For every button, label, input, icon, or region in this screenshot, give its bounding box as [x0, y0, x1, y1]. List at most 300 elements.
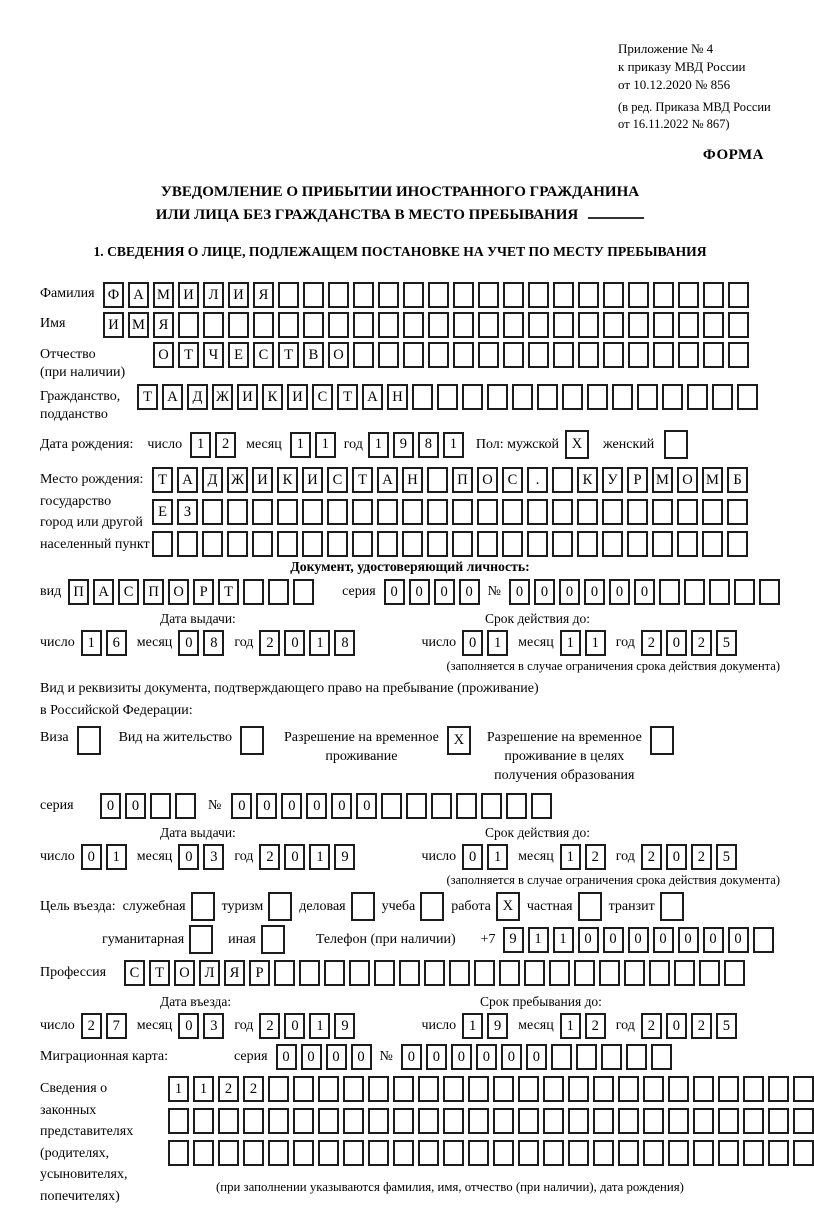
char-box[interactable]: [277, 531, 298, 557]
char-box[interactable]: 2: [691, 1013, 712, 1039]
char-box[interactable]: [618, 1140, 639, 1166]
char-box[interactable]: И: [237, 384, 258, 410]
char-box[interactable]: [353, 282, 374, 308]
char-box[interactable]: [687, 384, 708, 410]
char-box[interactable]: [527, 531, 548, 557]
char-box[interactable]: [601, 1044, 622, 1070]
char-box[interactable]: [552, 531, 573, 557]
char-box[interactable]: [343, 1140, 364, 1166]
char-box[interactable]: Ж: [227, 467, 248, 493]
char-box[interactable]: [418, 1140, 439, 1166]
char-box[interactable]: 0: [401, 1044, 422, 1070]
char-box[interactable]: [702, 499, 723, 525]
res-issue-month[interactable]: [178, 844, 224, 870]
char-box[interactable]: [424, 960, 445, 986]
char-box[interactable]: [202, 499, 223, 525]
char-box[interactable]: Ф: [103, 282, 124, 308]
char-box[interactable]: [481, 793, 502, 819]
char-box[interactable]: 0: [100, 793, 121, 819]
char-box[interactable]: [628, 312, 649, 338]
char-box[interactable]: Т: [218, 579, 239, 605]
char-box[interactable]: 8: [203, 630, 224, 656]
char-box[interactable]: 1: [190, 432, 211, 458]
char-box[interactable]: 0: [284, 630, 305, 656]
char-box[interactable]: 5: [716, 844, 737, 870]
doc-valid-month[interactable]: [560, 630, 606, 656]
char-box[interactable]: [268, 1076, 289, 1102]
char-box[interactable]: [268, 579, 289, 605]
doc-issue-month[interactable]: [178, 630, 224, 656]
char-box[interactable]: 1: [487, 844, 508, 870]
char-box[interactable]: [553, 342, 574, 368]
char-box[interactable]: [453, 342, 474, 368]
char-box[interactable]: [378, 282, 399, 308]
char-box[interactable]: [524, 960, 545, 986]
char-box[interactable]: Л: [203, 282, 224, 308]
char-box[interactable]: А: [93, 579, 114, 605]
char-box[interactable]: У: [602, 467, 623, 493]
char-box[interactable]: [352, 499, 373, 525]
char-box[interactable]: [602, 531, 623, 557]
char-box[interactable]: Н: [402, 467, 423, 493]
char-box[interactable]: [662, 384, 683, 410]
doc-valid-year[interactable]: [641, 630, 737, 656]
char-box[interactable]: [653, 342, 674, 368]
char-box[interactable]: М: [153, 282, 174, 308]
char-box[interactable]: [712, 384, 733, 410]
char-box[interactable]: [734, 579, 755, 605]
char-box[interactable]: Ч: [203, 342, 224, 368]
char-box[interactable]: X: [496, 892, 520, 921]
profession-boxes[interactable]: [124, 960, 745, 986]
char-box[interactable]: [528, 282, 549, 308]
char-box[interactable]: 1: [106, 844, 127, 870]
char-box[interactable]: [637, 384, 658, 410]
char-box[interactable]: [653, 282, 674, 308]
citizenship-boxes[interactable]: [137, 384, 758, 410]
char-box[interactable]: 0: [284, 844, 305, 870]
char-box[interactable]: 5: [716, 1013, 737, 1039]
char-box[interactable]: Я: [253, 282, 274, 308]
char-box[interactable]: [328, 312, 349, 338]
birth-place-boxes-row1[interactable]: [152, 467, 748, 493]
char-box[interactable]: А: [162, 384, 183, 410]
char-box[interactable]: 0: [603, 927, 624, 953]
char-box[interactable]: 2: [259, 1013, 280, 1039]
char-box[interactable]: [243, 579, 264, 605]
char-box[interactable]: [652, 499, 673, 525]
char-box[interactable]: [252, 499, 273, 525]
char-box[interactable]: X: [565, 430, 589, 459]
char-box[interactable]: [378, 342, 399, 368]
char-box[interactable]: X: [447, 726, 471, 755]
char-box[interactable]: [493, 1076, 514, 1102]
char-box[interactable]: [728, 282, 749, 308]
char-box[interactable]: [403, 282, 424, 308]
char-box[interactable]: [677, 499, 698, 525]
char-box[interactable]: [343, 1108, 364, 1134]
char-box[interactable]: [428, 282, 449, 308]
char-box[interactable]: [418, 1108, 439, 1134]
char-box[interactable]: [353, 312, 374, 338]
char-box[interactable]: [503, 342, 524, 368]
char-box[interactable]: [603, 312, 624, 338]
char-box[interactable]: [302, 531, 323, 557]
guardians-boxes-row2[interactable]: [168, 1108, 814, 1134]
char-box[interactable]: [651, 1044, 672, 1070]
char-box[interactable]: [693, 1076, 714, 1102]
char-box[interactable]: 0: [666, 630, 687, 656]
char-box[interactable]: [268, 892, 292, 921]
char-box[interactable]: [293, 1140, 314, 1166]
birth-month-boxes[interactable]: [290, 432, 336, 458]
char-box[interactable]: 0: [653, 927, 674, 953]
char-box[interactable]: [418, 1076, 439, 1102]
char-box[interactable]: [543, 1140, 564, 1166]
sex-male-checkbox[interactable]: [565, 430, 589, 459]
char-box[interactable]: [427, 499, 448, 525]
char-box[interactable]: [202, 531, 223, 557]
char-box[interactable]: 0: [178, 1013, 199, 1039]
char-box[interactable]: [674, 960, 695, 986]
char-box[interactable]: М: [702, 467, 723, 493]
char-box[interactable]: Я: [153, 312, 174, 338]
char-box[interactable]: С: [327, 467, 348, 493]
char-box[interactable]: [150, 793, 171, 819]
char-box[interactable]: [177, 531, 198, 557]
char-box[interactable]: Т: [137, 384, 158, 410]
char-box[interactable]: [718, 1140, 739, 1166]
char-box[interactable]: [627, 531, 648, 557]
char-box[interactable]: 0: [125, 793, 146, 819]
char-box[interactable]: [643, 1140, 664, 1166]
visa-checkbox[interactable]: [77, 726, 101, 755]
char-box[interactable]: [537, 384, 558, 410]
char-box[interactable]: 0: [678, 927, 699, 953]
char-box[interactable]: 0: [666, 844, 687, 870]
char-box[interactable]: Е: [152, 499, 173, 525]
char-box[interactable]: 0: [534, 579, 555, 605]
char-box[interactable]: [403, 312, 424, 338]
char-box[interactable]: [462, 384, 483, 410]
char-box[interactable]: [703, 342, 724, 368]
char-box[interactable]: [627, 499, 648, 525]
char-box[interactable]: 9: [393, 432, 414, 458]
char-box[interactable]: [527, 499, 548, 525]
char-box[interactable]: [576, 1044, 597, 1070]
stay-day[interactable]: [462, 1013, 508, 1039]
char-box[interactable]: 1: [487, 630, 508, 656]
char-box[interactable]: И: [287, 384, 308, 410]
char-box[interactable]: 0: [426, 1044, 447, 1070]
char-box[interactable]: 0: [666, 1013, 687, 1039]
char-box[interactable]: [374, 960, 395, 986]
char-box[interactable]: [191, 892, 215, 921]
char-box[interactable]: [602, 499, 623, 525]
char-box[interactable]: [652, 531, 673, 557]
phone-boxes[interactable]: [503, 927, 774, 953]
char-box[interactable]: А: [362, 384, 383, 410]
char-box[interactable]: Б: [727, 467, 748, 493]
char-box[interactable]: [768, 1076, 789, 1102]
char-box[interactable]: Т: [278, 342, 299, 368]
char-box[interactable]: [478, 342, 499, 368]
char-box[interactable]: 2: [691, 630, 712, 656]
char-box[interactable]: 2: [259, 630, 280, 656]
char-box[interactable]: 1: [368, 432, 389, 458]
char-box[interactable]: 0: [451, 1044, 472, 1070]
char-box[interactable]: 0: [578, 927, 599, 953]
entry-month[interactable]: [178, 1013, 224, 1039]
char-box[interactable]: [452, 531, 473, 557]
char-box[interactable]: [562, 384, 583, 410]
char-box[interactable]: [678, 282, 699, 308]
char-box[interactable]: [443, 1140, 464, 1166]
char-box[interactable]: М: [128, 312, 149, 338]
char-box[interactable]: [503, 282, 524, 308]
char-box[interactable]: [593, 1076, 614, 1102]
char-box[interactable]: [664, 430, 688, 459]
char-box[interactable]: 2: [641, 844, 662, 870]
char-box[interactable]: [743, 1140, 764, 1166]
char-box[interactable]: 0: [501, 1044, 522, 1070]
char-box[interactable]: А: [128, 282, 149, 308]
char-box[interactable]: 1: [81, 630, 102, 656]
char-box[interactable]: 1: [309, 844, 330, 870]
char-box[interactable]: [456, 793, 477, 819]
char-box[interactable]: 0: [356, 793, 377, 819]
char-box[interactable]: О: [477, 467, 498, 493]
char-box[interactable]: О: [328, 342, 349, 368]
char-box[interactable]: 0: [526, 1044, 547, 1070]
char-box[interactable]: [477, 499, 498, 525]
char-box[interactable]: [328, 282, 349, 308]
char-box[interactable]: [302, 499, 323, 525]
char-box[interactable]: [277, 499, 298, 525]
char-box[interactable]: 1: [553, 927, 574, 953]
char-box[interactable]: Р: [627, 467, 648, 493]
char-box[interactable]: Д: [187, 384, 208, 410]
char-box[interactable]: [702, 531, 723, 557]
char-box[interactable]: [293, 579, 314, 605]
char-box[interactable]: П: [68, 579, 89, 605]
char-box[interactable]: И: [302, 467, 323, 493]
char-box[interactable]: [243, 1108, 264, 1134]
char-box[interactable]: [324, 960, 345, 986]
char-box[interactable]: [603, 282, 624, 308]
char-box[interactable]: К: [577, 467, 598, 493]
char-box[interactable]: [402, 499, 423, 525]
char-box[interactable]: [227, 531, 248, 557]
char-box[interactable]: 0: [256, 793, 277, 819]
migration-number-boxes[interactable]: [401, 1044, 672, 1070]
char-box[interactable]: С: [253, 342, 274, 368]
char-box[interactable]: [278, 312, 299, 338]
char-box[interactable]: [759, 579, 780, 605]
char-box[interactable]: 1: [560, 630, 581, 656]
char-box[interactable]: С: [118, 579, 139, 605]
char-box[interactable]: 1: [560, 1013, 581, 1039]
char-box[interactable]: [531, 793, 552, 819]
char-box[interactable]: [477, 531, 498, 557]
char-box[interactable]: [543, 1076, 564, 1102]
char-box[interactable]: 1: [585, 630, 606, 656]
char-box[interactable]: [793, 1076, 814, 1102]
char-box[interactable]: Т: [337, 384, 358, 410]
char-box[interactable]: [293, 1108, 314, 1134]
char-box[interactable]: [727, 499, 748, 525]
char-box[interactable]: [453, 312, 474, 338]
char-box[interactable]: 0: [728, 927, 749, 953]
char-box[interactable]: [743, 1076, 764, 1102]
char-box[interactable]: 2: [585, 844, 606, 870]
char-box[interactable]: 3: [203, 844, 224, 870]
char-box[interactable]: [343, 1076, 364, 1102]
char-box[interactable]: 6: [106, 630, 127, 656]
char-box[interactable]: [549, 960, 570, 986]
char-box[interactable]: В: [303, 342, 324, 368]
char-box[interactable]: 2: [641, 630, 662, 656]
char-box[interactable]: [378, 312, 399, 338]
char-box[interactable]: [578, 312, 599, 338]
entry-day[interactable]: [81, 1013, 127, 1039]
char-box[interactable]: [318, 1076, 339, 1102]
char-box[interactable]: [768, 1140, 789, 1166]
char-box[interactable]: [709, 579, 730, 605]
char-box[interactable]: [487, 384, 508, 410]
char-box[interactable]: [568, 1076, 589, 1102]
char-box[interactable]: [624, 960, 645, 986]
char-box[interactable]: Я: [224, 960, 245, 986]
char-box[interactable]: Т: [149, 960, 170, 986]
char-box[interactable]: [478, 312, 499, 338]
char-box[interactable]: [351, 892, 375, 921]
char-box[interactable]: 1: [290, 432, 311, 458]
char-box[interactable]: Р: [249, 960, 270, 986]
char-box[interactable]: [268, 1140, 289, 1166]
char-box[interactable]: Т: [352, 467, 373, 493]
char-box[interactable]: 2: [243, 1076, 264, 1102]
char-box[interactable]: [678, 342, 699, 368]
char-box[interactable]: 0: [509, 579, 530, 605]
char-box[interactable]: [443, 1108, 464, 1134]
char-box[interactable]: [193, 1140, 214, 1166]
char-box[interactable]: А: [377, 467, 398, 493]
char-box[interactable]: [518, 1076, 539, 1102]
char-box[interactable]: [393, 1140, 414, 1166]
birth-place-boxes-row3[interactable]: [152, 531, 748, 557]
char-box[interactable]: [577, 499, 598, 525]
doc-issue-day[interactable]: [81, 630, 127, 656]
char-box[interactable]: [303, 282, 324, 308]
char-box[interactable]: [178, 312, 199, 338]
res-valid-day[interactable]: [462, 844, 508, 870]
char-box[interactable]: [427, 531, 448, 557]
birth-year-boxes[interactable]: [368, 432, 464, 458]
char-box[interactable]: [593, 1140, 614, 1166]
char-box[interactable]: И: [178, 282, 199, 308]
char-box[interactable]: [189, 925, 213, 954]
char-box[interactable]: [518, 1140, 539, 1166]
char-box[interactable]: [703, 282, 724, 308]
char-box[interactable]: [551, 1044, 572, 1070]
char-box[interactable]: 9: [503, 927, 524, 953]
char-box[interactable]: З: [177, 499, 198, 525]
char-box[interactable]: [318, 1108, 339, 1134]
surname-boxes[interactable]: [103, 282, 749, 308]
char-box[interactable]: Е: [228, 342, 249, 368]
char-box[interactable]: 0: [178, 630, 199, 656]
char-box[interactable]: [653, 312, 674, 338]
char-box[interactable]: [377, 499, 398, 525]
char-box[interactable]: [793, 1140, 814, 1166]
res-valid-year[interactable]: [641, 844, 737, 870]
char-box[interactable]: [603, 342, 624, 368]
char-box[interactable]: [728, 312, 749, 338]
char-box[interactable]: [737, 384, 758, 410]
char-box[interactable]: 0: [351, 1044, 372, 1070]
purpose-other-checkbox[interactable]: [261, 925, 285, 954]
char-box[interactable]: [618, 1108, 639, 1134]
char-box[interactable]: [474, 960, 495, 986]
char-box[interactable]: 2: [641, 1013, 662, 1039]
char-box[interactable]: [420, 892, 444, 921]
char-box[interactable]: [618, 1076, 639, 1102]
char-box[interactable]: 1: [193, 1076, 214, 1102]
char-box[interactable]: 1: [560, 844, 581, 870]
char-box[interactable]: 0: [331, 793, 352, 819]
char-box[interactable]: [718, 1108, 739, 1134]
char-box[interactable]: 0: [459, 579, 480, 605]
char-box[interactable]: [552, 467, 573, 493]
sex-female-checkbox[interactable]: [664, 430, 688, 459]
char-box[interactable]: А: [177, 467, 198, 493]
char-box[interactable]: [243, 1140, 264, 1166]
char-box[interactable]: М: [652, 467, 673, 493]
char-box[interactable]: [368, 1076, 389, 1102]
char-box[interactable]: [612, 384, 633, 410]
char-box[interactable]: 7: [106, 1013, 127, 1039]
res-issue-year[interactable]: [259, 844, 355, 870]
char-box[interactable]: [753, 927, 774, 953]
char-box[interactable]: [77, 726, 101, 755]
purpose-humanitarian-checkbox[interactable]: [189, 925, 213, 954]
char-box[interactable]: [503, 312, 524, 338]
char-box[interactable]: [543, 1108, 564, 1134]
residence-permit-checkbox[interactable]: [240, 726, 264, 755]
char-box[interactable]: 2: [259, 844, 280, 870]
char-box[interactable]: [428, 312, 449, 338]
char-box[interactable]: [793, 1108, 814, 1134]
char-box[interactable]: [703, 312, 724, 338]
stay-year[interactable]: [641, 1013, 737, 1039]
char-box[interactable]: [261, 925, 285, 954]
char-box[interactable]: [428, 342, 449, 368]
char-box[interactable]: О: [168, 579, 189, 605]
char-box[interactable]: [368, 1108, 389, 1134]
char-box[interactable]: [649, 960, 670, 986]
char-box[interactable]: [431, 793, 452, 819]
char-box[interactable]: [152, 531, 173, 557]
char-box[interactable]: [399, 960, 420, 986]
char-box[interactable]: [327, 499, 348, 525]
char-box[interactable]: [568, 1108, 589, 1134]
char-box[interactable]: Т: [152, 467, 173, 493]
char-box[interactable]: О: [677, 467, 698, 493]
char-box[interactable]: [218, 1108, 239, 1134]
char-box[interactable]: [678, 312, 699, 338]
char-box[interactable]: [587, 384, 608, 410]
